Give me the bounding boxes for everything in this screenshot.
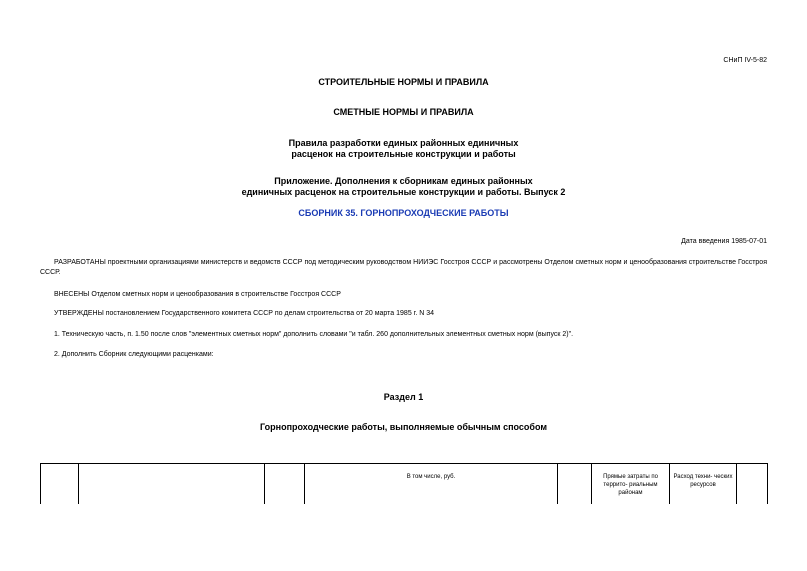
table-column-1 — [41, 464, 79, 504]
title-rules-line2: расценок на строительные конструкции и работы — [291, 149, 516, 159]
section-title: Горнопроходческие работы, выполняемые обычным способом — [260, 422, 547, 432]
table-column-8 — [737, 464, 768, 504]
title-rules-line1: Правила разработки единых районных единичных — [288, 138, 519, 148]
table-column-5 — [558, 464, 592, 504]
title-appendix-line2: единичных расценок на строительные конструкции и работы. Выпуск 2 — [241, 187, 566, 197]
table-column-tech-resources — [670, 464, 737, 504]
paragraph-item-1: 1. Техническую часть, п. 1.50 после слов "элементных сметных норм" дополнить словами "и табл. 260 дополнительных элементных сметных норм (выпуск 2)". — [54, 331, 574, 338]
table-column-2 — [79, 464, 265, 504]
table-column-including — [305, 464, 558, 504]
title-rules — [0, 138, 807, 160]
title-appendix-line1: Приложение. Дополнения к сборникам единых районных — [274, 176, 533, 186]
paragraph-item-2: 2. Дополнить Сборник следующими расценками: — [54, 351, 214, 358]
introduction-date: Дата введения 1985-07-01 — [681, 238, 767, 245]
table-column-3 — [265, 464, 305, 504]
header-including: В том числе, руб. — [406, 474, 456, 480]
title-building-norms: СТРОИТЕЛЬНЫЕ НОРМЫ И ПРАВИЛА — [318, 77, 489, 87]
header-tech-resources: Расход техни- ческих ресурсов — [673, 474, 733, 488]
section-label: Раздел 1 — [383, 392, 424, 402]
title-appendix — [0, 176, 807, 198]
paragraph-introduced: ВНЕСЕНЫ Отделом сметных норм и ценообразования в строительстве Госстроя СССР — [54, 291, 341, 298]
paragraph-developed: РАЗРАБОТАНЫ проектными организациями министерств и ведомств СССР под методическим руководством НИИЭС Госстроя СССР и рассмотрены Отделом сметных норм и ценообразования строительстве Госстроя СССР. — [40, 259, 767, 276]
paragraph-approved: УТВЕРЖДЕНЫ постановлением Государственного комитета СССР по делам строительства от 20 марта 1985 г. N 34 — [54, 310, 435, 317]
header-direct-costs: Прямые затраты по террито- риальным районам — [603, 474, 658, 496]
rates-table-header — [40, 463, 768, 504]
table-column-direct-costs — [592, 464, 670, 504]
title-estimate-norms: СМЕТНЫЕ НОРМЫ И ПРАВИЛА — [333, 107, 474, 117]
collection-title: СБОРНИК 35. ГОРНОПРОХОДЧЕСКИЕ РАБОТЫ — [298, 208, 509, 218]
document-code: СНиП IV-5-82 — [723, 57, 767, 64]
